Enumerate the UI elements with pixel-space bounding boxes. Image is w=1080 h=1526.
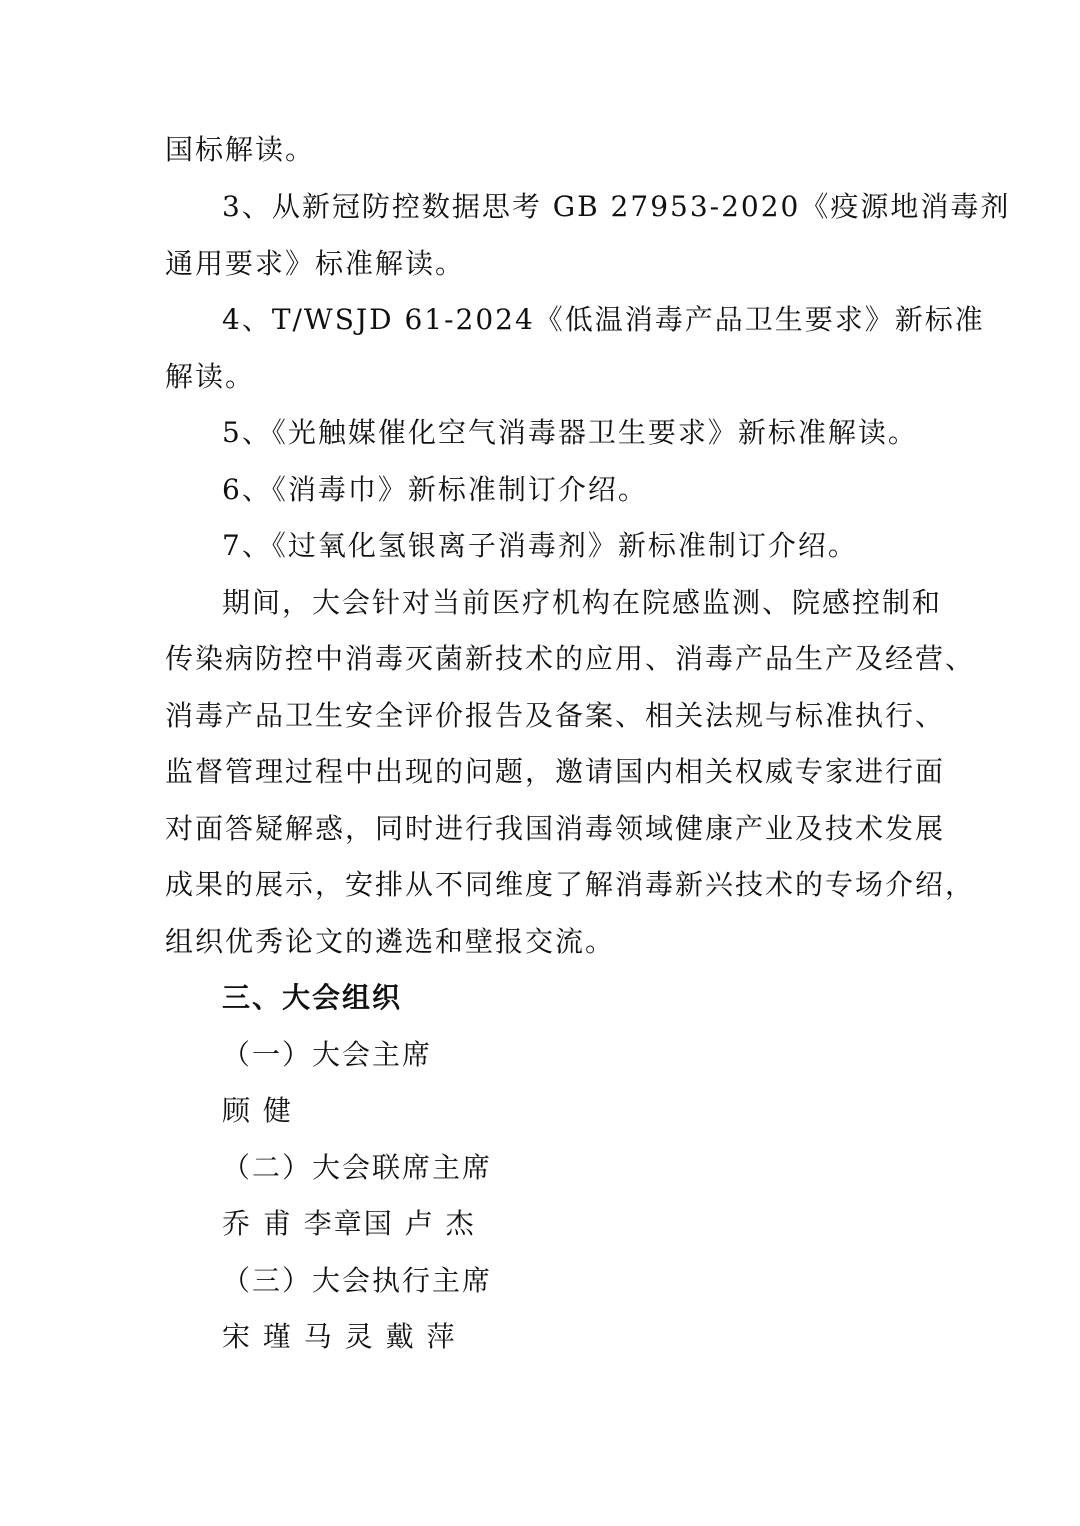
paragraph-line-4: 监督管理过程中出现的问题，邀请国内相关权威专家进行面: [165, 755, 946, 788]
subheading-chair: （一）大会主席: [222, 1038, 433, 1071]
list-item-3-line-1: 3、从新冠防控数据思考 GB 27953-2020《疫源地消毒剂: [222, 190, 1011, 223]
section-heading: 三、大会组织: [222, 981, 403, 1014]
list-item-7: 7、《过氧化氢银离子消毒剂》新标准制订介绍。: [222, 529, 858, 562]
paragraph-line-5: 对面答疑解惑，同时进行我国消毒领域健康产业及技术发展: [165, 812, 946, 845]
paragraph-line-2: 传染病防控中消毒灭菌新技术的应用、消毒产品生产及经营、: [165, 642, 976, 675]
list-item-3-line-2: 通用要求》标准解读。: [165, 247, 466, 280]
list-item-6: 6、《消毒巾》新标准制订介绍。: [222, 473, 648, 506]
names-chair: 顾 健: [222, 1094, 293, 1127]
paragraph-line-7: 组织优秀论文的遴选和壁报交流。: [165, 925, 616, 958]
list-item-4-line-2: 解读。: [165, 360, 256, 393]
paragraph-line-1: 期间，大会针对当前医疗机构在院感监测、院感控制和: [222, 586, 943, 619]
subheading-co-chair: （二）大会联席主席: [222, 1151, 493, 1184]
names-co-chair: 乔 甫 李章国 卢 杰: [222, 1207, 476, 1240]
list-item-4-line-1: 4、T/WSJD 61-2024《低温消毒产品卫生要求》新标准: [222, 303, 985, 336]
subheading-executive-chair: （三）大会执行主席: [222, 1264, 493, 1297]
names-executive-chair: 宋 瑾 马 灵 戴 萍: [222, 1320, 457, 1353]
list-item-5: 5、《光触媒催化空气消毒器卫生要求》新标准解读。: [222, 416, 918, 449]
text-line-1: 国标解读。: [165, 133, 316, 166]
paragraph-line-6: 成果的展示，安排从不同维度了解消毒新兴技术的专场介绍，: [165, 868, 976, 901]
paragraph-line-3: 消毒产品卫生安全评价报告及备案、相关法规与标准执行、: [165, 699, 946, 732]
